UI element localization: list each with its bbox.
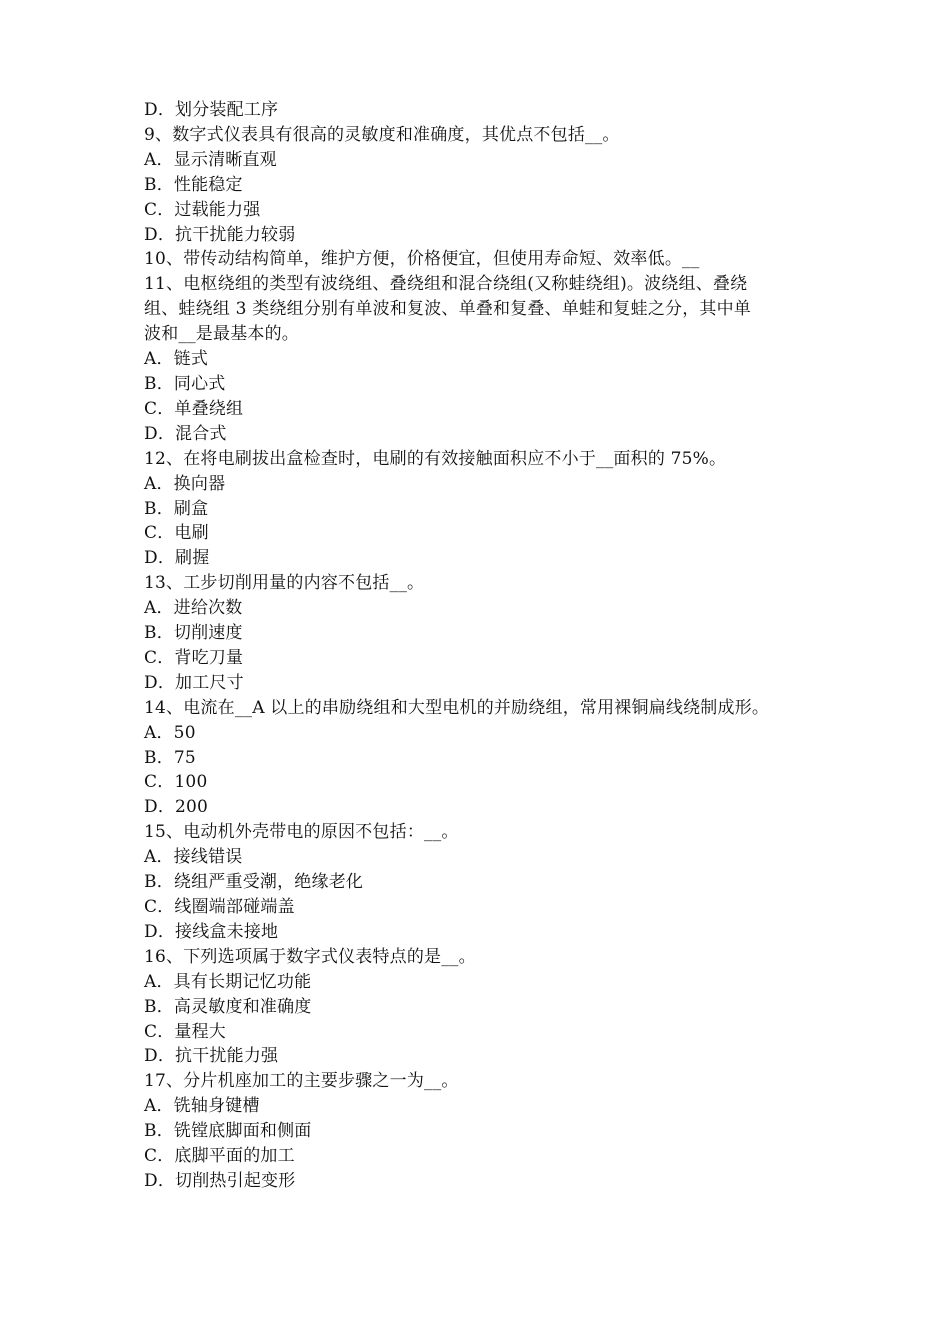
- document-body: [144, 98, 816, 1194]
- option-line: B．性能稳定: [144, 174, 243, 195]
- option-line: B．75: [144, 747, 196, 768]
- option-line: D．刷握: [144, 548, 210, 569]
- option-line: D．抗干扰能力较弱: [144, 224, 296, 245]
- option-line: A．铣轴身键槽: [144, 1096, 260, 1117]
- option-line: A．具有长期记忆功能: [144, 971, 312, 992]
- option-line: D．200: [144, 797, 209, 818]
- option-line: B．切削速度: [144, 623, 243, 644]
- option-line: A．换向器: [144, 473, 226, 494]
- question-15-line: 15、电动机外壳带电的原因不包括：__。: [144, 822, 459, 843]
- option-line: A．接线错误: [144, 847, 243, 868]
- option-line: D．加工尺寸: [144, 672, 244, 693]
- question-17-line: 17、分片机座加工的主要步骤之一为__。: [144, 1071, 459, 1092]
- option-line: C．量程大: [144, 1021, 227, 1042]
- option-line: D．划分装配工序: [144, 100, 279, 120]
- option-line: B．高灵敏度和准确度: [144, 996, 312, 1017]
- question-11-line: 11、电枢绕组的类型有波绕组、叠绕组和混合绕组(又称蛙绕组)。波绕组、叠绕: [144, 274, 748, 295]
- option-line: C．单叠绕组: [144, 398, 244, 419]
- option-line: B．同心式: [144, 373, 226, 394]
- option-line: C．线圈端部碰端盖: [144, 897, 295, 917]
- question-10-line: 10、带传动结构简单，维护方便，价格便宜，但使用寿命短、效率低。__: [144, 249, 700, 270]
- option-line: C．过载能力强: [144, 199, 261, 220]
- option-line: A．显示清晰直观: [144, 149, 277, 170]
- option-line: D．抗干扰能力强: [144, 1046, 279, 1067]
- question-12-line: 12、在将电刷拔出盒检查时，电刷的有效接触面积应不小于__面积的 75%。: [144, 448, 727, 469]
- option-line: C．电刷: [144, 523, 209, 544]
- option-line: A．50: [144, 722, 196, 743]
- option-line: D．混合式: [144, 423, 227, 444]
- option-line: D．接线盒未接地: [144, 921, 279, 942]
- option-line: B．铣镗底脚面和侧面: [144, 1121, 312, 1142]
- question-11-line: 波和__是最基本的。: [144, 324, 299, 345]
- option-line: A．进给次数: [144, 598, 243, 619]
- option-line: B．刷盒: [144, 498, 209, 519]
- question-13-line: 13、工步切削用量的内容不包括__。: [144, 573, 425, 594]
- question-11-line: 组、蛙绕组 3 类绕组分别有单波和复波、单叠和复叠、单蛙和复蛙之分，其中单: [144, 299, 752, 320]
- question-9-line: 9、数字式仪表具有很高的灵敏度和准确度，其优点不包括__。: [144, 124, 620, 145]
- question-16-line: 16、下列选项属于数字式仪表特点的是__。: [144, 946, 476, 967]
- option-line: D．切削热引起变形: [144, 1170, 296, 1191]
- option-line: C．100: [144, 772, 208, 793]
- option-line: C．底脚平面的加工: [144, 1146, 295, 1167]
- option-line: C．背吃刀量: [144, 647, 244, 668]
- option-line: B．绕组严重受潮，绝缘老化: [144, 872, 364, 893]
- option-line: A．链式: [144, 349, 209, 370]
- question-14-line: 14、电流在__A 以上的串励绕组和大型电机的并励绕组，常用裸铜扁线绕制成形。: [144, 697, 770, 718]
